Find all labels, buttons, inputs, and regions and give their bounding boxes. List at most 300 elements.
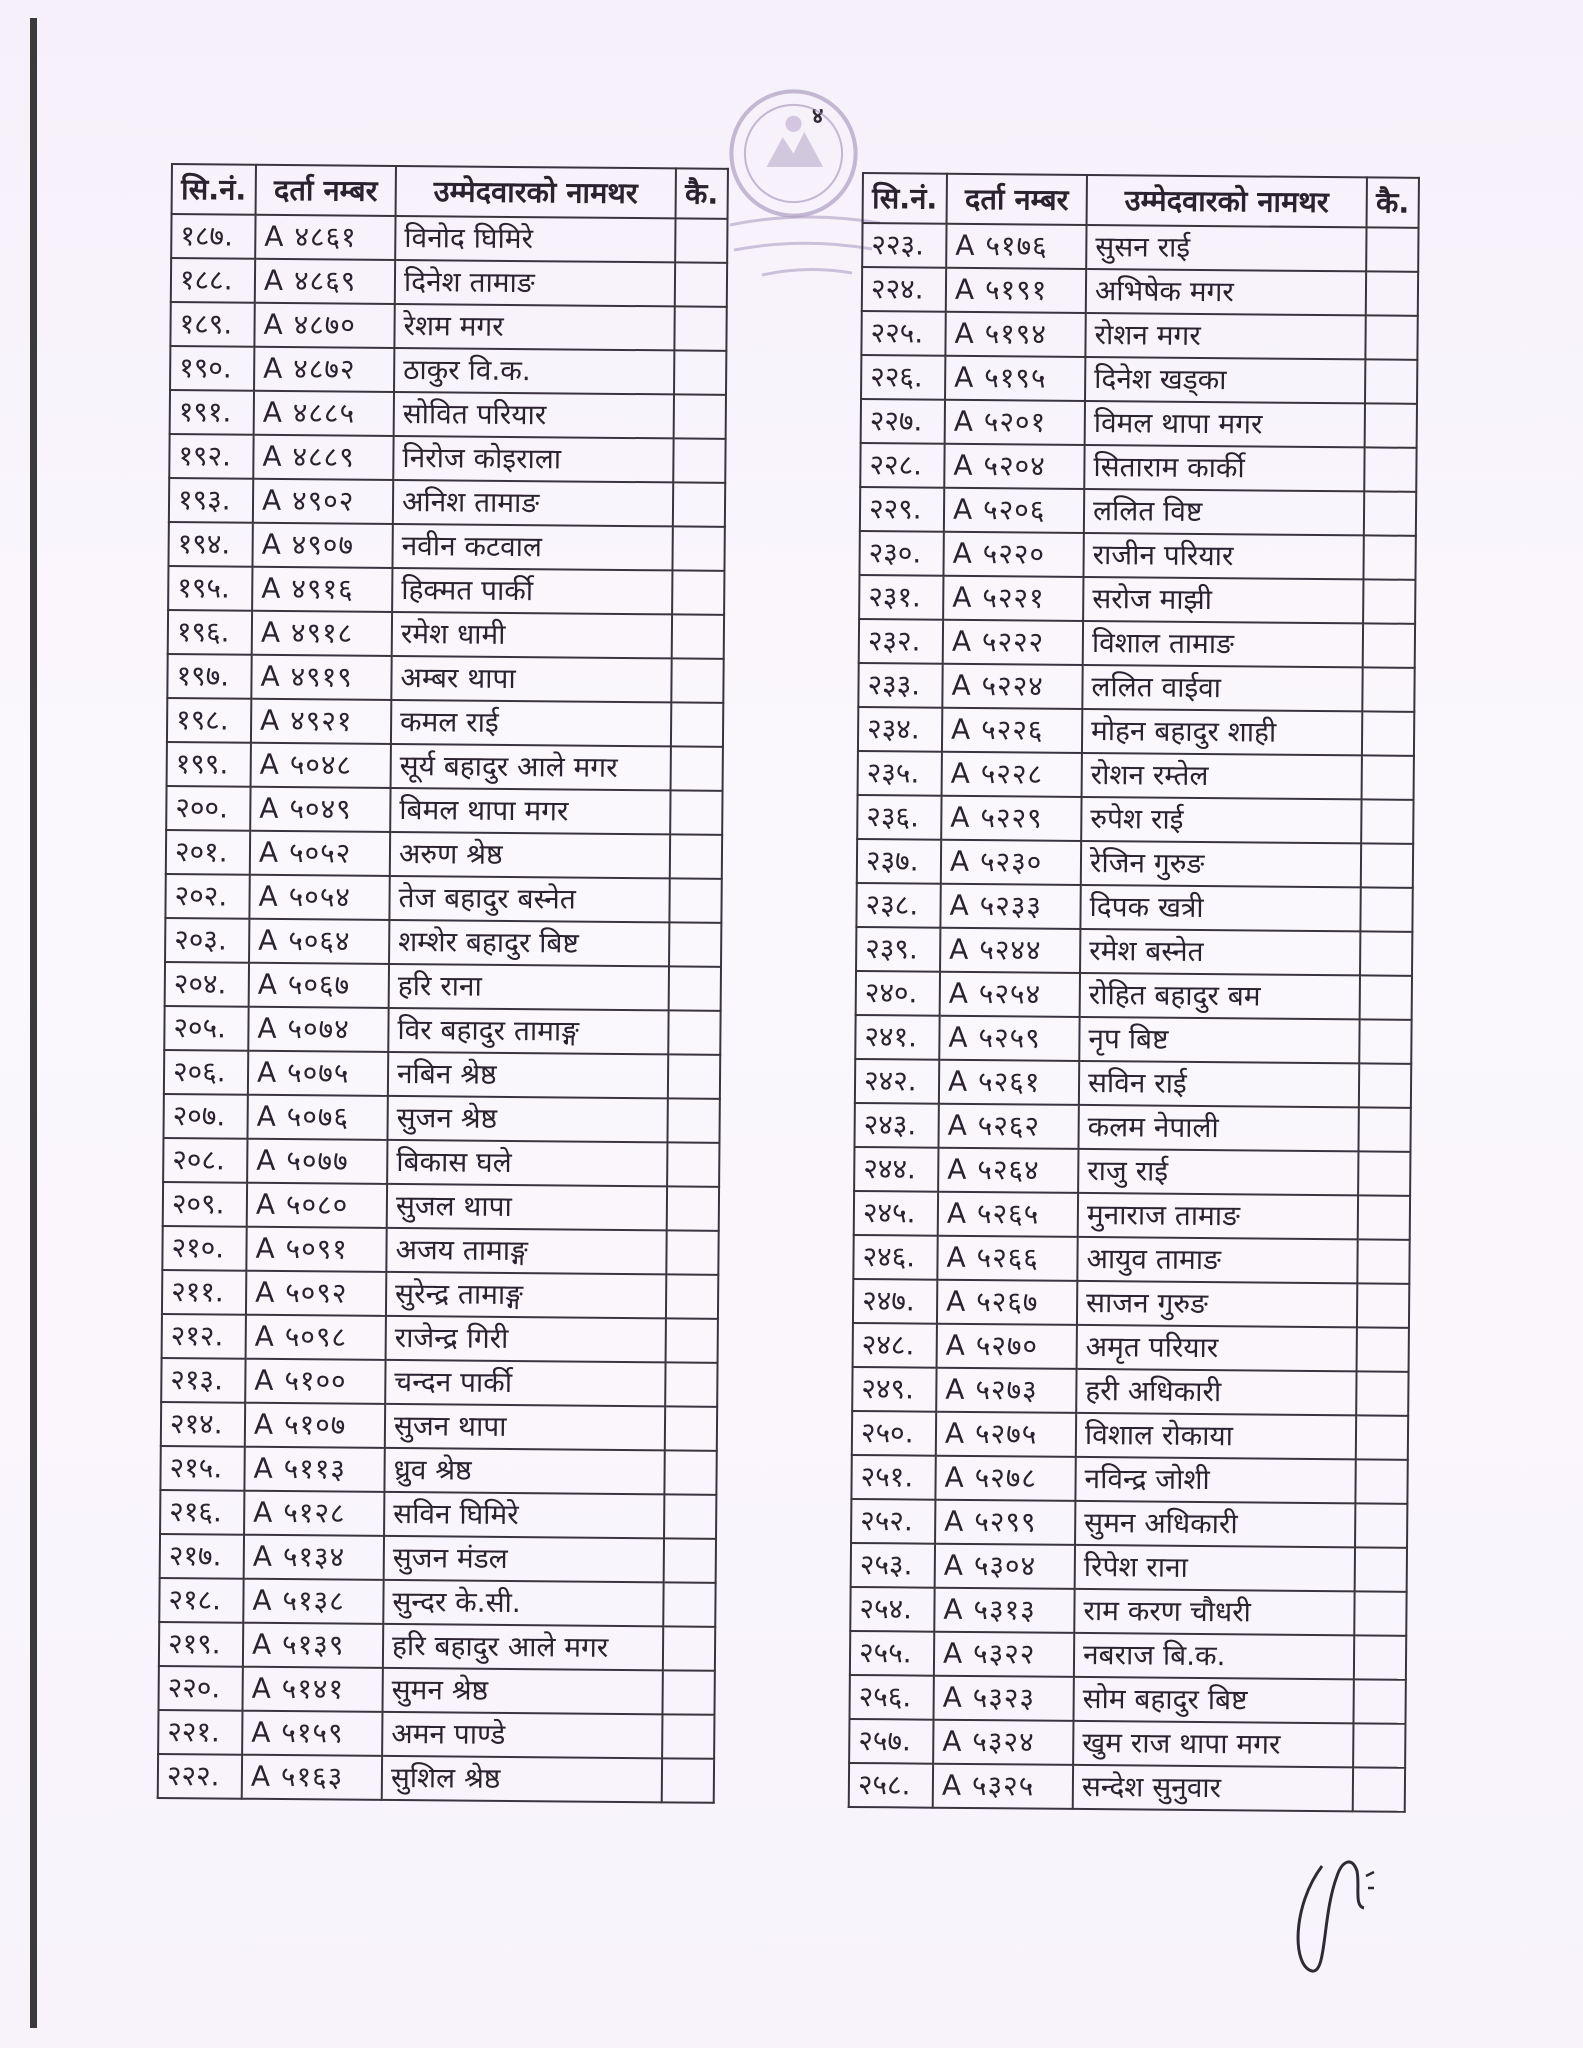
remarks-cell <box>1363 579 1415 623</box>
serial-cell: २२२. <box>158 1754 242 1799</box>
registration-cell: A ५२५४ <box>940 972 1080 1017</box>
serial-cell: २३६. <box>857 795 941 840</box>
table-row <box>163 1138 719 1187</box>
scan-edge <box>30 18 37 2028</box>
table-row <box>861 311 1417 360</box>
remarks-cell <box>666 1274 718 1318</box>
remarks-cell <box>1366 227 1418 271</box>
remarks-cell <box>1365 403 1417 447</box>
remarks-cell <box>669 922 721 966</box>
table-row <box>860 443 1416 492</box>
table-row <box>854 1103 1410 1152</box>
serial-cell: २४९. <box>852 1367 936 1412</box>
remarks-cell <box>670 834 722 878</box>
table-row <box>850 1587 1406 1636</box>
table-row <box>171 258 727 307</box>
table-row <box>856 883 1412 932</box>
table-row <box>861 355 1417 404</box>
remarks-cell <box>662 1758 714 1802</box>
candidate-name-cell: मुनाराज तामाङ <box>1078 1193 1358 1239</box>
remarks-cell <box>1362 755 1414 799</box>
table-row <box>159 1666 715 1715</box>
serial-cell: २५२. <box>851 1499 935 1544</box>
registration-cell: A ५१३९ <box>243 1623 383 1668</box>
registration-cell: A ५०६४ <box>249 919 389 964</box>
table-row <box>169 478 725 527</box>
candidate-name-cell: ध्रुव श्रेष्ठ <box>384 1448 664 1494</box>
candidate-name-cell: सुशिल श्रेष्ठ <box>382 1756 662 1802</box>
registration-cell: A ५२२२ <box>943 620 1083 665</box>
candidate-name-cell: ललित वाईवा <box>1082 665 1362 711</box>
serial-cell: २२६. <box>861 355 945 400</box>
candidate-name-cell: सिताराम कार्की <box>1084 445 1364 491</box>
table-row <box>859 575 1415 624</box>
registration-cell: A ५२२६ <box>942 708 1082 753</box>
serial-cell: २१४. <box>161 1402 245 1447</box>
candidate-name-cell: निरोज कोइराला <box>393 436 673 482</box>
registration-cell: A ५०९२ <box>246 1271 386 1316</box>
remarks-cell <box>672 526 724 570</box>
remarks-cell <box>666 1318 718 1362</box>
remarks-cell <box>664 1450 716 1494</box>
serial-cell: १९९. <box>167 742 251 787</box>
remarks-cell <box>670 790 722 834</box>
header-remarks: कै. <box>1367 177 1419 227</box>
serial-cell: २३५. <box>858 751 942 796</box>
remarks-cell <box>662 1670 714 1714</box>
serial-cell: २०२. <box>165 874 249 919</box>
registration-cell: A ५२७० <box>937 1324 1077 1369</box>
remarks-cell <box>1357 1327 1409 1371</box>
registration-cell: A ४९०७ <box>252 523 392 568</box>
table-row <box>170 390 726 439</box>
table-row <box>166 786 722 835</box>
serial-cell: २२४. <box>862 267 946 312</box>
registration-cell: A ५०७७ <box>247 1139 387 1184</box>
remarks-cell <box>1353 1767 1405 1811</box>
serial-cell: २३९. <box>856 927 940 972</box>
table-row <box>163 1182 719 1231</box>
registration-cell: A ५२७३ <box>936 1368 1076 1413</box>
registration-cell: A ५२६१ <box>939 1060 1079 1105</box>
serial-cell: २३७. <box>857 839 941 884</box>
table-row <box>860 487 1416 536</box>
table-row <box>169 434 725 483</box>
candidate-name-cell: रोहित बहादुर बम <box>1080 973 1360 1019</box>
registration-cell: A ५०९८ <box>246 1315 386 1360</box>
serial-cell: २२५. <box>861 311 945 356</box>
table-row <box>164 1050 720 1099</box>
table-row <box>859 531 1415 580</box>
table-row <box>850 1631 1406 1680</box>
candidate-name-cell: ठाकुर वि.क. <box>394 348 674 394</box>
registration-cell: A ५१३४ <box>244 1535 384 1580</box>
candidate-name-cell: हरी अधिकारी <box>1076 1369 1356 1415</box>
table-row <box>160 1490 716 1539</box>
candidate-name-cell: दिपक खत्री <box>1080 885 1360 931</box>
table-row <box>165 874 721 923</box>
table-row <box>849 1719 1405 1768</box>
candidate-name-cell: दिनेश खड्का <box>1085 357 1365 403</box>
candidate-name-cell: अजय तामाङ्ग <box>386 1228 666 1274</box>
serial-cell: २०५. <box>164 1006 248 1051</box>
candidate-name-cell: नबराज बि.क. <box>1074 1633 1354 1679</box>
remarks-cell <box>663 1626 715 1670</box>
candidate-name-cell: रोशन रम्तेल <box>1082 753 1362 799</box>
serial-cell: २४७. <box>853 1279 937 1324</box>
registration-cell: A ५०६७ <box>249 963 389 1008</box>
table-row <box>162 1270 718 1319</box>
remarks-cell <box>671 702 723 746</box>
candidate-name-cell: विर बहादुर तामाङ्ग <box>388 1008 668 1054</box>
serial-cell: २१३. <box>161 1358 245 1403</box>
registration-cell: A ५२२० <box>943 532 1083 577</box>
remarks-cell <box>1361 843 1413 887</box>
serial-cell: २५०. <box>852 1411 936 1456</box>
registration-cell: A ४८८५ <box>254 391 394 436</box>
remarks-cell <box>668 1054 720 1098</box>
serial-cell: २०१. <box>166 830 250 875</box>
serial-cell: २१५. <box>160 1446 244 1491</box>
registration-cell: A ४८८९ <box>253 435 393 480</box>
serial-cell: १९६. <box>168 610 252 655</box>
candidate-name-cell: सुन्दर के.सी. <box>383 1580 663 1626</box>
remarks-cell <box>1357 1283 1409 1327</box>
registration-cell: A ५०४९ <box>250 787 390 832</box>
candidate-name-cell: सुसन राई <box>1086 225 1366 271</box>
table-row <box>166 830 722 879</box>
remarks-cell <box>665 1406 717 1450</box>
remarks-cell <box>664 1538 716 1582</box>
serial-cell: २५५. <box>850 1631 934 1676</box>
remarks-cell <box>669 966 721 1010</box>
serial-cell: २०७. <box>163 1094 247 1139</box>
remarks-cell <box>1360 887 1412 931</box>
registration-cell: A ५११३ <box>244 1447 384 1492</box>
registration-cell: A ५१२८ <box>244 1491 384 1536</box>
remarks-cell <box>1355 1503 1407 1547</box>
registration-cell: A ५०५२ <box>250 831 390 876</box>
header-remarks: कै. <box>676 168 728 218</box>
registration-cell: A ५२०१ <box>945 400 1085 445</box>
table-row <box>167 698 723 747</box>
registration-cell: A ५१९५ <box>945 356 1085 401</box>
table-row <box>171 214 727 263</box>
candidate-name-cell: सोवित परियार <box>394 392 674 438</box>
registration-cell: A ५२२४ <box>942 664 1082 709</box>
candidate-name-cell: हिक्मत पार्की <box>392 568 672 614</box>
registration-cell: A ५२०६ <box>944 488 1084 533</box>
registration-cell: A ५१०० <box>245 1359 385 1404</box>
registration-cell: A ५२६५ <box>938 1192 1078 1237</box>
table-row <box>855 1015 1411 1064</box>
registration-cell: A ५२३३ <box>940 884 1080 929</box>
remarks-cell <box>669 878 721 922</box>
registration-cell: A ५०७५ <box>248 1051 388 1096</box>
candidate-name-cell: विशाल रोकाया <box>1076 1413 1356 1459</box>
serial-cell: २२८. <box>860 443 944 488</box>
header-serial: सि.नं. <box>172 164 256 215</box>
remarks-cell <box>666 1230 718 1274</box>
table-row <box>160 1534 716 1583</box>
table-row <box>852 1367 1408 1416</box>
table-row <box>857 795 1413 844</box>
remarks-cell <box>1359 1019 1411 1063</box>
remarks-cell <box>1360 975 1412 1019</box>
registration-cell: A ५१६३ <box>242 1755 382 1800</box>
remarks-cell <box>675 218 727 262</box>
candidate-name-cell: आयुव तामाङ <box>1077 1237 1357 1283</box>
candidate-name-cell: कलम नेपाली <box>1078 1105 1358 1151</box>
candidate-name-cell: सुजल थापा <box>387 1184 667 1230</box>
remarks-cell <box>1362 711 1414 755</box>
serial-cell: २३१. <box>859 575 943 620</box>
candidate-name-cell: सुरेन्द्र तामाङ्ग <box>386 1272 666 1318</box>
table-row <box>162 1226 718 1275</box>
remarks-cell <box>663 1582 715 1626</box>
registration-cell: A ४८६१ <box>255 215 395 260</box>
serial-cell: २४५. <box>854 1191 938 1236</box>
table-row <box>162 1314 718 1363</box>
candidate-name-cell: विमल थापा मगर <box>1085 401 1365 447</box>
serial-cell: २१८. <box>159 1578 243 1623</box>
table-row <box>168 610 724 659</box>
candidate-name-cell: राजेन्द्र गिरी <box>386 1316 666 1362</box>
registration-cell: A ५३०४ <box>935 1544 1075 1589</box>
table-row <box>168 566 724 615</box>
candidate-name-cell: नृप बिष्ट <box>1079 1017 1359 1063</box>
office-seal-icon <box>726 86 861 221</box>
table-header-row <box>863 173 1419 228</box>
table-row <box>856 971 1412 1020</box>
candidate-name-cell: रेशम मगर <box>394 304 674 350</box>
serial-cell: २५४. <box>850 1587 934 1632</box>
table-row <box>161 1358 717 1407</box>
table-row <box>160 1446 716 1495</box>
candidate-name-cell: सुजन श्रेष्ठ <box>387 1096 667 1142</box>
registration-cell: A ५०८० <box>247 1183 387 1228</box>
remarks-cell <box>671 746 723 790</box>
registration-cell: A ५२७५ <box>936 1412 1076 1457</box>
remarks-cell <box>1355 1547 1407 1591</box>
registration-cell: A ५१३८ <box>243 1579 383 1624</box>
candidate-name-cell: अरुण श्रेष्ठ <box>390 832 670 878</box>
registration-cell: A ४८७० <box>254 303 394 348</box>
candidate-name-cell: रमेश बस्नेत <box>1080 929 1360 975</box>
remarks-cell <box>672 570 724 614</box>
candidate-name-cell: रुपेश राई <box>1081 797 1361 843</box>
candidate-name-cell: राम करण चौधरी <box>1074 1589 1354 1635</box>
registration-cell: A ४९१६ <box>252 567 392 612</box>
serial-cell: २३८. <box>856 883 940 928</box>
page-number: ४ <box>812 104 824 129</box>
candidate-name-cell: विनोद घिमिरे <box>395 216 675 262</box>
candidate-name-cell: रिपेश राना <box>1075 1545 1355 1591</box>
registration-cell: A ५१७६ <box>946 224 1086 269</box>
header-candidate-name: उम्मेदवारको नामथर <box>1087 175 1367 227</box>
table-row <box>862 223 1418 272</box>
registration-cell: A ५२०४ <box>944 444 1084 489</box>
registration-cell: A ५०७६ <box>247 1095 387 1140</box>
serial-cell: २०३. <box>165 918 249 963</box>
serial-cell: २४०. <box>856 971 940 1016</box>
candidate-name-cell: अनिश तामाङ <box>393 480 673 526</box>
serial-cell: २२७. <box>861 399 945 444</box>
candidate-name-cell: खुम राज थापा मगर <box>1073 1721 1353 1767</box>
remarks-cell <box>667 1186 719 1230</box>
serial-cell: २३४. <box>858 707 942 752</box>
serial-cell: १८९. <box>170 302 254 347</box>
candidate-name-cell: सुमन अधिकारी <box>1075 1501 1355 1547</box>
registration-cell: A ५२४४ <box>940 928 1080 973</box>
remarks-cell <box>1354 1591 1406 1635</box>
candidate-name-cell: सूर्य बहादुर आले मगर <box>391 744 671 790</box>
table-row <box>861 399 1417 448</box>
serial-cell: २४३. <box>854 1103 938 1148</box>
remarks-cell <box>1358 1195 1410 1239</box>
remarks-cell <box>1362 667 1414 711</box>
serial-cell: २३२. <box>859 619 943 664</box>
table-row <box>858 663 1414 712</box>
serial-cell: १९२. <box>169 434 253 479</box>
candidate-name-cell: सुजन मंडल <box>384 1536 664 1582</box>
registration-cell: A ५२६६ <box>937 1236 1077 1281</box>
registration-cell: A ४९१८ <box>252 611 392 656</box>
registration-cell: A ५३२२ <box>934 1632 1074 1677</box>
remarks-cell <box>1363 535 1415 579</box>
candidate-name-cell: बिमल थापा मगर <box>390 788 670 834</box>
candidate-name-cell: रमेश धामी <box>392 612 672 658</box>
serial-cell: २१७. <box>160 1534 244 1579</box>
candidate-name-cell: शम्शेर बहादुर बिष्ट <box>389 920 669 966</box>
registration-cell: A ४९१९ <box>251 655 391 700</box>
registration-cell: A ५०९१ <box>246 1227 386 1272</box>
registration-cell: A ५२३० <box>941 840 1081 885</box>
serial-cell: २५१. <box>851 1455 935 1500</box>
table-row <box>164 1006 720 1055</box>
candidate-name-cell: रोशन मगर <box>1085 313 1365 359</box>
candidate-name-cell: विशाल तामाङ <box>1083 621 1363 667</box>
table-row <box>854 1191 1410 1240</box>
serial-cell: २२०. <box>159 1666 243 1711</box>
serial-cell: २०८. <box>163 1138 247 1183</box>
table-row <box>170 346 726 395</box>
registration-cell: A ५२६४ <box>938 1148 1078 1193</box>
remarks-cell <box>1363 623 1415 667</box>
remarks-cell <box>673 482 725 526</box>
table-row <box>158 1710 714 1759</box>
table-row <box>857 839 1413 888</box>
candidate-name-cell: सुमन श्रेष्ठ <box>382 1668 662 1714</box>
registration-cell: A ५३२५ <box>933 1764 1073 1809</box>
serial-cell: २१९. <box>159 1622 243 1667</box>
serial-cell: २५३. <box>851 1543 935 1588</box>
table-row <box>859 619 1415 668</box>
candidate-name-cell: अमन पाण्डे <box>382 1712 662 1758</box>
candidate-name-cell: नबिन श्रेष्ठ <box>388 1052 668 1098</box>
serial-cell: १९५. <box>168 566 252 611</box>
table-row <box>167 654 723 703</box>
serial-cell: २१०. <box>162 1226 246 1271</box>
candidate-name-cell: अमृत परियार <box>1077 1325 1357 1371</box>
table-row <box>858 707 1414 756</box>
serial-cell: २००. <box>166 786 250 831</box>
candidate-name-cell: बिकास घले <box>387 1140 667 1186</box>
registration-cell: A ५२२१ <box>943 576 1083 621</box>
candidate-name-cell: हरि बहादुर आले मगर <box>383 1624 663 1670</box>
serial-cell: २०४. <box>165 962 249 1007</box>
remarks-cell <box>667 1098 719 1142</box>
registration-cell: A ४९०२ <box>253 479 393 524</box>
table-row <box>850 1675 1406 1724</box>
registration-cell: A ४८६९ <box>255 259 395 304</box>
table-row <box>851 1455 1407 1504</box>
remarks-cell <box>667 1142 719 1186</box>
candidate-name-cell: साजन गुरुङ <box>1077 1281 1357 1327</box>
serial-cell: १९०. <box>170 346 254 391</box>
serial-cell: २१६. <box>160 1490 244 1535</box>
remarks-cell <box>1364 447 1416 491</box>
serial-cell: २४१. <box>855 1015 939 1060</box>
remarks-cell <box>1365 359 1417 403</box>
serial-cell: २४४. <box>854 1147 938 1192</box>
candidate-name-cell: सविन राई <box>1079 1061 1359 1107</box>
candidate-name-cell: नवीन कटवाल <box>392 524 672 570</box>
candidate-name-cell: तेज बहादुर बस्नेत <box>389 876 669 922</box>
table-row <box>165 918 721 967</box>
table-row <box>852 1411 1408 1460</box>
remarks-cell <box>1354 1635 1406 1679</box>
registration-cell: A ५२५९ <box>939 1016 1079 1061</box>
remarks-cell <box>1360 931 1412 975</box>
candidate-name-cell: कमल राई <box>391 700 671 746</box>
serial-cell: १९७. <box>167 654 251 699</box>
remarks-cell <box>662 1714 714 1758</box>
candidate-name-cell: राजीन परियार <box>1083 533 1363 579</box>
table-row <box>159 1578 715 1627</box>
candidate-table-left <box>157 163 729 1804</box>
table-row <box>158 1754 714 1803</box>
candidate-name-cell: सरोज माझी <box>1083 577 1363 623</box>
remarks-cell <box>672 614 724 658</box>
candidate-name-cell: रेजिन गुरुङ <box>1081 841 1361 887</box>
candidate-name-cell: हरि राना <box>389 964 669 1010</box>
remarks-cell <box>668 1010 720 1054</box>
candidate-name-cell: सोम बहादुर बिष्ट <box>1073 1677 1353 1723</box>
table-row <box>851 1543 1407 1592</box>
serial-cell: २२१. <box>158 1710 242 1755</box>
serial-cell: २५७. <box>849 1719 933 1764</box>
table-row <box>853 1235 1409 1284</box>
table-row <box>854 1147 1410 1196</box>
remarks-cell <box>1353 1723 1405 1767</box>
registration-cell: A ५२९९ <box>935 1500 1075 1545</box>
table-row <box>858 751 1414 800</box>
serial-cell: २५६. <box>850 1675 934 1720</box>
candidate-name-cell: अम्बर थापा <box>391 656 671 702</box>
candidate-name-cell: मोहन बहादुर शाही <box>1082 709 1362 755</box>
registration-cell: A ५२६२ <box>938 1104 1078 1149</box>
registration-cell: A ५१९४ <box>945 312 1085 357</box>
table-header-row <box>172 164 728 219</box>
remarks-cell <box>664 1494 716 1538</box>
registration-cell: A ५१४१ <box>242 1667 382 1712</box>
remarks-cell <box>1365 315 1417 359</box>
remarks-cell <box>1359 1063 1411 1107</box>
table-row <box>170 302 726 351</box>
candidate-name-cell: अभिषेक मगर <box>1086 269 1366 315</box>
registration-cell: A ५१०७ <box>245 1403 385 1448</box>
